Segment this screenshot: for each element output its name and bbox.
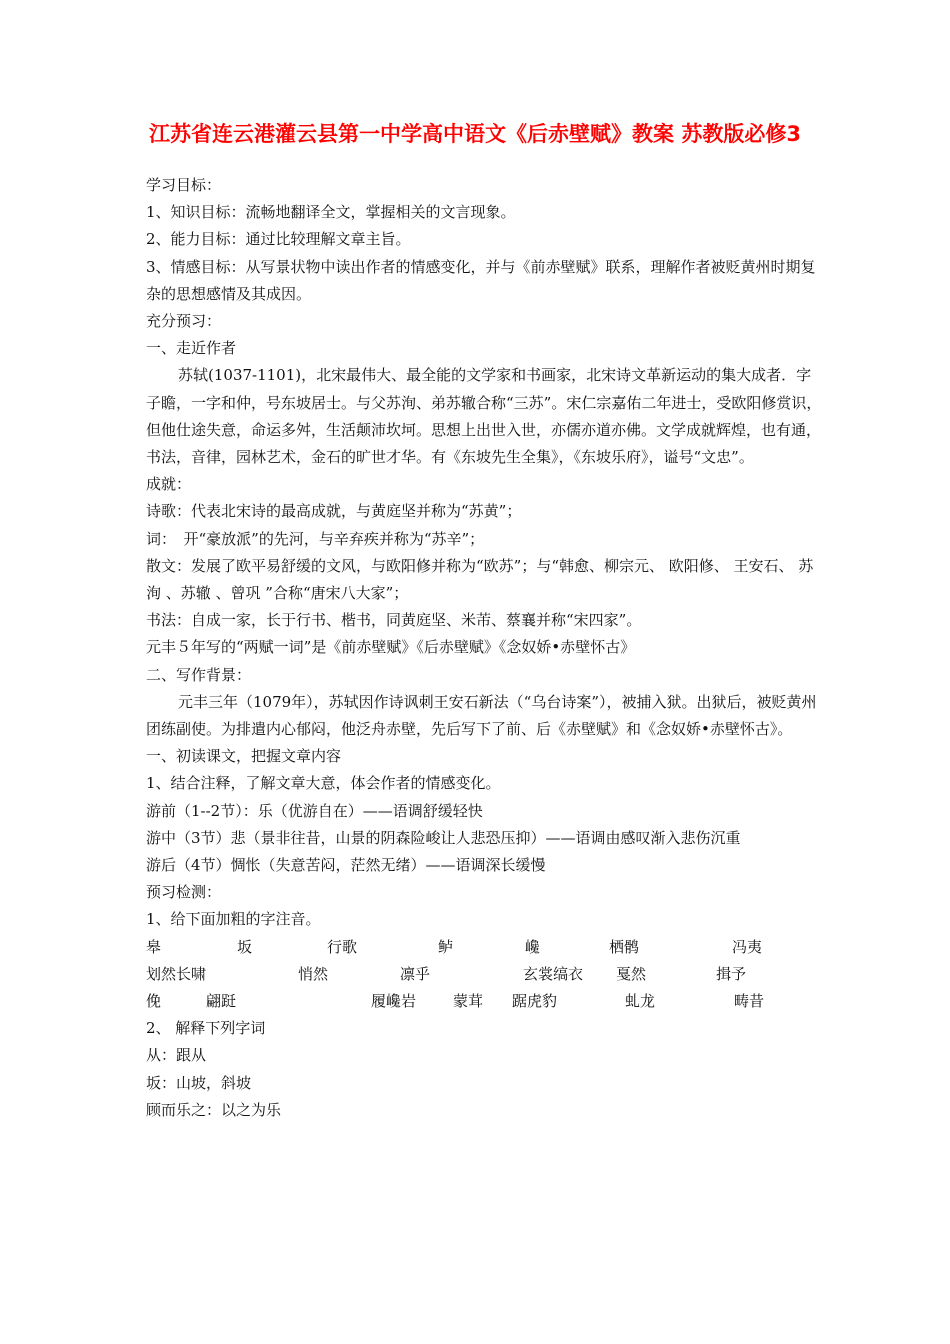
paragraph: 书法：自成一家，长于行书、楷书，同黄庭坚、米芾、蔡襄并称“宋四家”。 (146, 611, 642, 630)
document-title: 江苏省连云港灌云县第一中学高中语文《后赤壁赋》教案 苏教版必修3 (149, 122, 801, 146)
vocab-word: 翩跹 (206, 992, 237, 1011)
vocab-word: 履巉岩 (371, 992, 417, 1011)
vocab-word: 凛乎 (400, 964, 431, 983)
vocab-word: 划然长啸 (146, 964, 207, 983)
paragraph: 坂：山坡，斜坡 (146, 1073, 252, 1092)
section-heading: 学习目标： (146, 176, 222, 194)
section-heading: 成就： (146, 475, 192, 494)
paragraph: 游后（4节）惆怅（失意苦闷，茫然无绪）——语调深长缓慢 (146, 856, 546, 875)
vocab-word: 冯夷 (732, 937, 763, 956)
paragraph: 游前（1--2节）：乐（优游自在）——语调舒缓轻快 (146, 801, 483, 820)
vocab-word: 悄然 (298, 964, 329, 983)
vocab-word: 坂 (237, 937, 253, 956)
vocab-word: 畴昔 (734, 992, 765, 1011)
vocab-word: 皋 (146, 937, 162, 956)
paragraph: 散文：发展了欧平易舒缓的文风，与欧阳修并称为“欧苏”；与“韩愈、柳宗元、 欧阳修、 王安石、 苏洵 、苏辙 、曾巩 ”合称“唐宋八大家”； (146, 556, 814, 603)
paragraph: 游中（3节）悲（景非往昔，山景的阴森险峻让人悲恐压抑）——语调由感叹渐入悲伤沉重 (146, 828, 741, 847)
paragraph: 元丰５年写的“两赋一词”是《前赤壁赋》《后赤壁赋》《念奴娇•赤壁怀古》 (146, 638, 636, 657)
vocab-word: 踞虎豹 (512, 992, 558, 1011)
vocab-row (146, 934, 826, 961)
paragraph: 从：跟从 (146, 1046, 207, 1065)
vocab-row (146, 961, 826, 988)
vocab-word: 玄裳缟衣 (523, 964, 584, 983)
vocab-word: 巉 (525, 937, 541, 956)
paragraph: 1、知识目标：流畅地翻译全文，掌握相关的文言现象。 (146, 203, 516, 222)
paragraph: 2、 解释下列字词 (146, 1019, 266, 1038)
paragraph: 2、能力目标：通过比较理解文章主旨。 (146, 230, 411, 249)
background-paragraph: 元丰三年（1079年），苏轼因作诗讽刺王安石新法（“乌台诗案”），被捕入狱。出狱后，被贬黄州团练副使。为排遣内心郁闷，他泛舟赤壁，先后写下了前、后《赤壁赋》和《念奴娇•赤壁怀古》。 (146, 692, 817, 739)
paragraph: 诗歌：代表北宋诗的最高成就，与黄庭坚并称为“苏黄”； (146, 502, 522, 521)
vocab-word: 鲈 (438, 937, 454, 956)
section-heading: 一、初读课文，把握文章内容 (146, 747, 342, 766)
vocab-row (146, 988, 826, 1015)
section-heading: 预习检测： (146, 883, 222, 902)
paragraph: 3、情感目标：从写景状物中读出作者的情感变化，并与《前赤壁赋》联系，理解作者被贬黄州时期复杂的思想感情及其成因。 (146, 257, 816, 303)
vocab-word: 俛 (146, 992, 162, 1011)
paragraph: 1、结合注释，了解文章大意，体会作者的情感变化。 (146, 774, 501, 793)
paragraph: 词： 开“豪放派”的先河，与辛弃疾并称为“苏辛”； (146, 529, 485, 548)
paragraph: 顾而乐之：以之为乐 (146, 1100, 282, 1119)
paragraph: 1、给下面加粗的字注音。 (146, 910, 321, 929)
vocab-word: 行歌 (327, 937, 358, 956)
vocab-word: 虬龙 (625, 992, 656, 1011)
document-body (146, 172, 826, 1124)
author-paragraph: 苏轼(1037-1101)，北宋最伟大、最全能的文学家和书画家，北宋诗文革新运动的集大成者．字子瞻，一字和仲，号东坡居士。与父苏洵、弟苏辙合称“三苏”。宋仁宗嘉佑二年进士，受欧阳修赏识，但他仕途失意，命运多舛，生活颠沛坎坷。思想上出世入世，亦儒亦道亦佛。文学成就辉煌，也有通，书法，音律，园林艺术，金石的旷世才华。有《东坡先生全集》，《东坡乐府》，谥号“文忠”。 (146, 366, 822, 467)
vocab-word: 揖予 (716, 964, 747, 983)
section-heading: 一、走近作者 (146, 339, 237, 358)
section-heading: 充分预习： (146, 312, 222, 331)
vocab-word: 蒙茸 (453, 992, 484, 1011)
vocab-word: 栖鹘 (609, 937, 640, 956)
vocab-word: 戛然 (616, 964, 647, 983)
section-heading: 二、写作背景： (146, 665, 252, 684)
